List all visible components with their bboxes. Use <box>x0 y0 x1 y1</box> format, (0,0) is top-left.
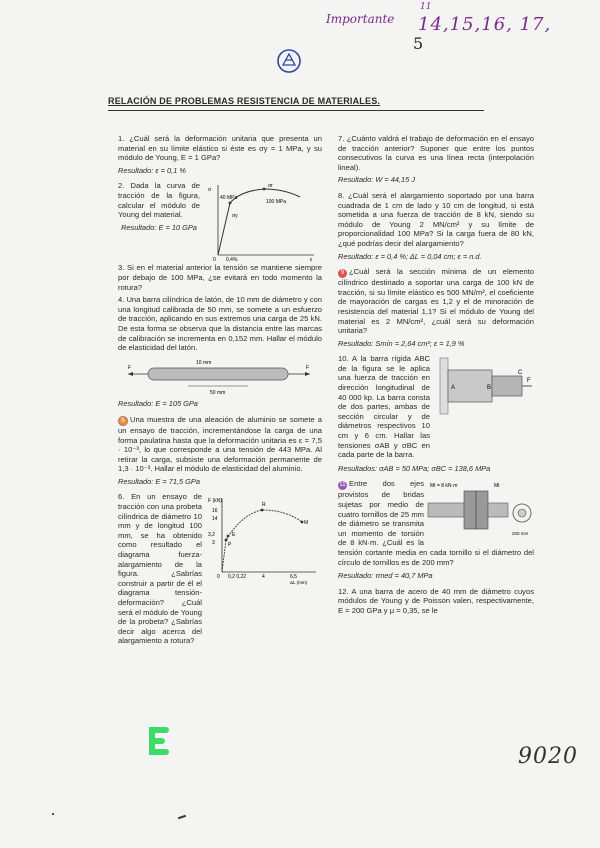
fig-bar-body <box>148 368 288 380</box>
flange-shaft-figure <box>424 479 534 539</box>
problem-8-text: 8. ¿Cuál será el alargamiento soportado por una barra cuadrada de 1 cm de lado y 10 cm de longitud, si está sometida a una fuerza de tracción de 8 kN, siendo su módulo de Young 2 MN/cm² y su límite de proporcionalidad 100 MPa? Si la carga fuera de 80 kN, ¿qué podrías decir del alargamiento? <box>338 190 534 248</box>
fig-curve-label-100: 100 MPa <box>266 199 287 206</box>
fig-curve-label-epsilon: ε <box>310 257 313 264</box>
fig-force-label-0-2: 0,2 0,22 <box>228 574 247 581</box>
fig-force-label-m: M <box>304 520 309 527</box>
fig-curve-label-origin: 0 <box>213 257 216 264</box>
problem-11-text: Entre dos ejes provistos de bridas sujetas por medio de cuatro tornillos de 25 mm de diámetro se transmita un momento de torsión de 8 kN·m. ¿Cuál es la tensión cortante media en cada tornillo si el diámetro del círculo de tornillos es de 200 mm? <box>338 479 534 567</box>
fig-force-label-axis-y: F (kN) <box>208 498 222 505</box>
problem-3-text: 3. Si en el material anterior la tensión se mantiene siempre por debajo de 100 MPa, ¿se evitará en todo momento la rotura? <box>118 263 322 292</box>
handwritten-code: 9020 <box>518 744 578 769</box>
problem-12-text: 12. A una barra de acero de 40 mm de diámetro cuyos módulos de Young y de Poisson valen, respectivamente, E = 200 GPa y μ = 0,35, se le <box>338 586 534 615</box>
problem-7-result: Resultado: W = 44,15 J <box>338 175 416 185</box>
fig-force-label-16: 16 <box>212 508 218 515</box>
problem-2-block <box>118 181 322 263</box>
bar-specimen-figure <box>118 356 318 396</box>
problem-11-marker: 11 <box>339 482 346 489</box>
fig-rod-label-f: F <box>527 378 531 385</box>
fig-curve-label-strain: 0,4% <box>226 257 238 264</box>
fig-force-label-axis-x: ΔL (mm) <box>290 580 308 586</box>
problem-11-result: Resultado: τmed = 40,7 MPa <box>338 571 433 581</box>
title-divider <box>108 110 484 111</box>
fig-force-label-3: 3 <box>212 540 215 547</box>
fig-force-label-14: 14 <box>212 516 218 523</box>
problem-5-block <box>118 415 322 474</box>
problem-10-text: 10. A la barra rígida ABC de la figura se le aplica una fuerza de tracción en dirección longitudinal de 40 000 kp. La barra consta de dos partes, ambas de sección circular y de diámetros respectivos 10 cm y 6 cm. Hallar las tensiones σAB y σBC en cada parte de la barra. <box>338 354 430 460</box>
problem-6-text: 6. En un ensayo de tracción con una probeta cilíndrica de diámetro 10 mm y de longitud 100 mm, se ha obtenido como resultado el diagrama fuerza-alargamiento de la figura. ¿Sabrías construir a partir de él el diagrama tensión-deformación? ¿Cuál será el módulo de Young de la probeta? ¿Sabrías decir algo acerca del alargamiento a rotura? <box>118 492 202 646</box>
fig-force-label-3-2: 3,2 <box>208 532 215 539</box>
problem-6-block <box>118 492 322 646</box>
problem-2-result: Resultado: E = 10 GPa <box>121 222 197 232</box>
fig-flange-label-moment: Mt = 8 kN·m <box>430 483 458 490</box>
fig-bar-label-length: 50 mm <box>210 389 226 396</box>
fig-bar-label-diameter: 10 mm <box>196 359 212 366</box>
handwritten-small-number: 11 <box>420 2 432 12</box>
handwritten-important-note: Importante <box>326 12 395 26</box>
problem-10-result: Resultados: σAB = 50 MPa; σBC = 138,6 MPa <box>338 463 491 473</box>
problem-5-result: Resultado: E = 71,5 GPa <box>118 476 200 486</box>
problem-11-block <box>338 479 534 570</box>
green-highlighter-mark-icon <box>146 726 170 756</box>
problem-9-marker: 9 <box>338 269 347 278</box>
problem-2-text: 2. Dada la curva de tracción de la figura, calcular el módulo de Young del material. <box>118 181 200 220</box>
problem-10-block <box>338 354 534 463</box>
problem-4-text: 4. Una barra cilíndrica de latón, de 10 mm de diámetro y con una longitud calibrada de 50 mm, se somete a un esfuerzo de tracción, aplicando en sus extremos una carga de 25 kN. De esta forma se observa que la distancia entre las marcas de calibración se incrementa en 0,152 mm. Hallar el módulo de elasticidad del latón. <box>118 295 322 353</box>
stamp-logo-icon <box>276 48 302 74</box>
stress-strain-figure <box>204 181 320 263</box>
fig-flange-label-mt: Mt <box>494 483 500 490</box>
fig-rod-label-b: B <box>487 385 492 392</box>
page-title: RELACIÓN DE PROBLEMAS RESISTENCIA DE MATERIALES. <box>108 96 381 106</box>
problem-7-text: 7. ¿Cuánto valdrá el trabajo de deformación en el ensayo de tracción anterior? Suponer que entre los puntos consecutivos la curva es una línea recta (interpolación lineal). <box>338 134 534 172</box>
fig-force-label-4: 4 <box>262 574 265 581</box>
fig-force-label-6-5: 6,5 <box>290 574 297 581</box>
fig-bar-label-f-left: F <box>128 364 132 371</box>
fig-curve-label-sigma-y: σy <box>232 213 238 220</box>
problem-8-result: Resultado: ε = 0,4 %; ΔL = 0,04 cm; ε = n.d. <box>338 251 482 261</box>
fig-rod-label-a: A <box>451 385 456 392</box>
stray-dot <box>52 813 54 815</box>
left-column <box>118 134 322 646</box>
force-elongation-figure <box>206 492 320 586</box>
fig-rod-label-c: C <box>518 370 523 377</box>
right-column <box>338 134 534 619</box>
fig-flange-label-diameter: 200 mm <box>512 531 529 537</box>
problem-9-block <box>338 267 534 336</box>
pen-tick-mark <box>178 815 186 820</box>
problem-5-marker: 5 <box>118 416 128 426</box>
problem-1-result: Resultado: ε = 0,1 % <box>118 165 186 175</box>
handwritten-problem-numbers: 14,15,16, 17, <box>418 14 552 35</box>
problem-9-text: ¿Cuál será la sección mínima de un elemento cilíndrico destinado a soportar una carga de 100 kN de tracción, si su límite elástico es 500 MN/m², el coeficiente de mayoración de cargas es 1,2 y el de minoración de resistencia del material 1,1? Si el módulo de Young del material es 2 MN/cm², ¿cuál será su deformación unitaria? <box>338 267 534 336</box>
fig-curve-point-yield <box>229 202 232 205</box>
stepped-rod-figure <box>434 354 534 418</box>
fig-bar-label-f-right: F <box>306 364 310 371</box>
fig-curve-label-40: 40 MPa <box>220 195 238 202</box>
fig-force-label-origin: 0 <box>217 574 220 581</box>
handwritten-five: 5 <box>413 34 424 53</box>
fig-curve-label-sigma-r: σr <box>268 183 273 190</box>
problem-4-result: Resultado: E = 105 GPa <box>118 399 198 409</box>
fig-force-label-p: P <box>228 542 232 549</box>
problem-9-result: Resultado: Smín = 2,64 cm²; ε = 1,9 % <box>338 338 465 348</box>
problem-5-text: Una muestra de una aleación de aluminio se somete a un ensayo de tracción, incrementándose la carga de una forma paulatina hasta que la deformación unitaria es ε = 7,5 · 10⁻³, lo que corresponde a una tensión de 443 MPa. Al retirar la carga, subsiste una deformación permanente de 1,3 · 10⁻³. Hallar el módulo de elasticidad del aluminio. <box>118 414 322 474</box>
fig-force-label-e: E <box>232 532 236 539</box>
fig-curve-point-rupture <box>263 188 266 191</box>
fig-curve-label-sigma: σ <box>208 187 212 194</box>
problem-1-text: 1. ¿Cuál será la deformación unitaria que presenta un material en su límite elástico si éste es σy = 1 MPa, y su módulo de Young, E = 1 GPa? <box>118 134 322 163</box>
fig-force-label-r: R <box>262 502 266 509</box>
